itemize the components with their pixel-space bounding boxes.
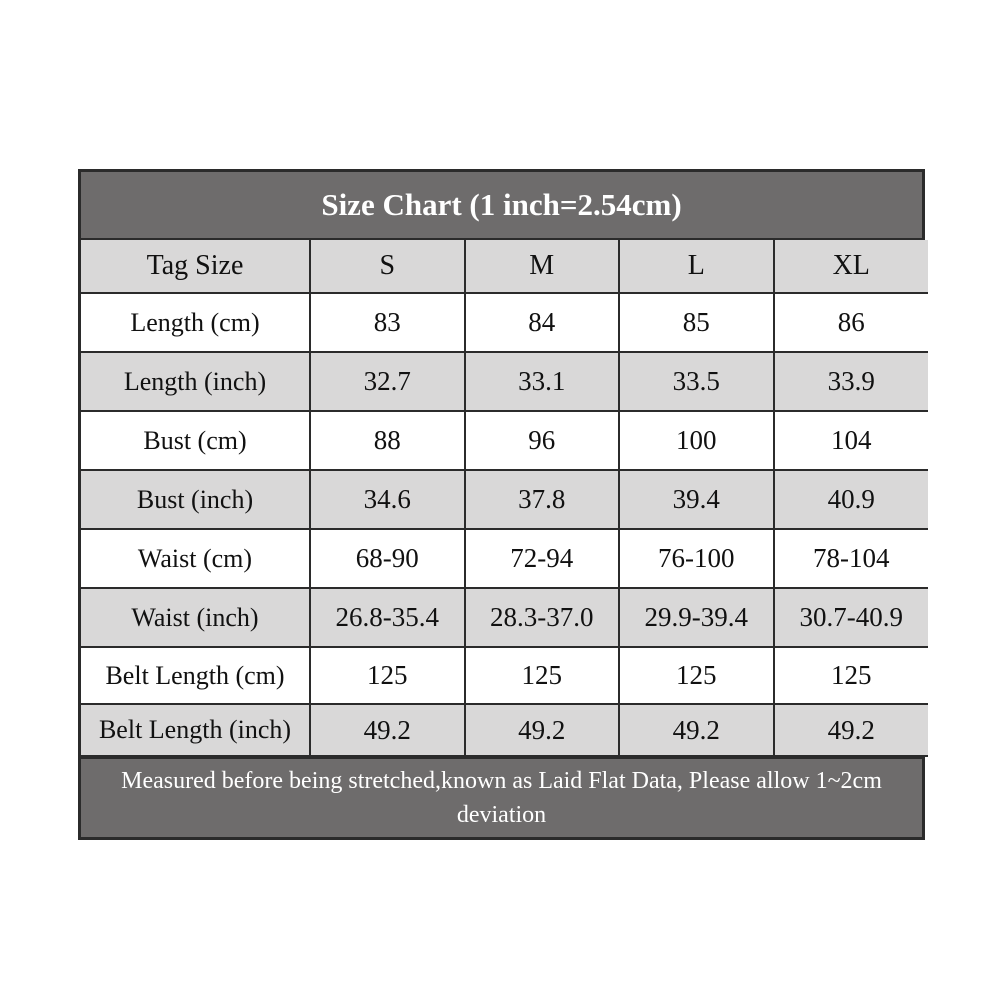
table-row xyxy=(81,529,928,588)
cell-value: 32.7 xyxy=(310,352,465,411)
cell-value: 96 xyxy=(465,411,620,470)
cell-value: 125 xyxy=(310,647,465,704)
cell-value: 85 xyxy=(619,293,774,352)
table-row xyxy=(81,293,928,352)
footer-note-text: Measured before being stretched,known as Laid Flat Data, Please allow 1~2cm deviation xyxy=(121,768,882,828)
header-size-l: L xyxy=(619,240,774,293)
table-row xyxy=(81,704,928,756)
table-row xyxy=(81,588,928,647)
cell-value: 76-100 xyxy=(619,529,774,588)
size-table xyxy=(81,240,928,757)
header-row xyxy=(81,240,928,293)
cell-value: 29.9-39.4 xyxy=(619,588,774,647)
table-row xyxy=(81,411,928,470)
cell-value: 40.9 xyxy=(774,470,929,529)
header-size-xl: XL xyxy=(774,240,929,293)
table-row xyxy=(81,647,928,704)
cell-value: 86 xyxy=(774,293,929,352)
cell-value: 125 xyxy=(774,647,929,704)
footer-note xyxy=(81,757,922,837)
cell-value: 104 xyxy=(774,411,929,470)
cell-value: 39.4 xyxy=(619,470,774,529)
cell-value: 33.1 xyxy=(465,352,620,411)
cell-value: 78-104 xyxy=(774,529,929,588)
cell-value: 28.3-37.0 xyxy=(465,588,620,647)
table-row xyxy=(81,470,928,529)
row-label: Belt Length (inch) xyxy=(81,704,310,756)
row-label: Waist (inch) xyxy=(81,588,310,647)
cell-value: 125 xyxy=(619,647,774,704)
row-label: Bust (inch) xyxy=(81,470,310,529)
table-row xyxy=(81,352,928,411)
row-label: Belt Length (cm) xyxy=(81,647,310,704)
cell-value: 84 xyxy=(465,293,620,352)
cell-value: 26.8-35.4 xyxy=(310,588,465,647)
chart-title: Size Chart (1 inch=2.54cm) xyxy=(81,172,922,240)
cell-value: 49.2 xyxy=(774,704,929,756)
row-label: Bust (cm) xyxy=(81,411,310,470)
cell-value: 30.7-40.9 xyxy=(774,588,929,647)
cell-value: 33.5 xyxy=(619,352,774,411)
cell-value: 72-94 xyxy=(465,529,620,588)
row-label: Length (inch) xyxy=(81,352,310,411)
cell-value: 49.2 xyxy=(619,704,774,756)
header-size-m: M xyxy=(465,240,620,293)
cell-value: 37.8 xyxy=(465,470,620,529)
size-chart xyxy=(78,169,925,840)
cell-value: 100 xyxy=(619,411,774,470)
cell-value: 33.9 xyxy=(774,352,929,411)
cell-value: 68-90 xyxy=(310,529,465,588)
cell-value: 125 xyxy=(465,647,620,704)
row-label: Waist (cm) xyxy=(81,529,310,588)
header-size-s: S xyxy=(310,240,465,293)
cell-value: 88 xyxy=(310,411,465,470)
row-label: Length (cm) xyxy=(81,293,310,352)
cell-value: 83 xyxy=(310,293,465,352)
cell-value: 49.2 xyxy=(310,704,465,756)
cell-value: 34.6 xyxy=(310,470,465,529)
cell-value: 49.2 xyxy=(465,704,620,756)
header-tag-size: Tag Size xyxy=(81,240,310,293)
